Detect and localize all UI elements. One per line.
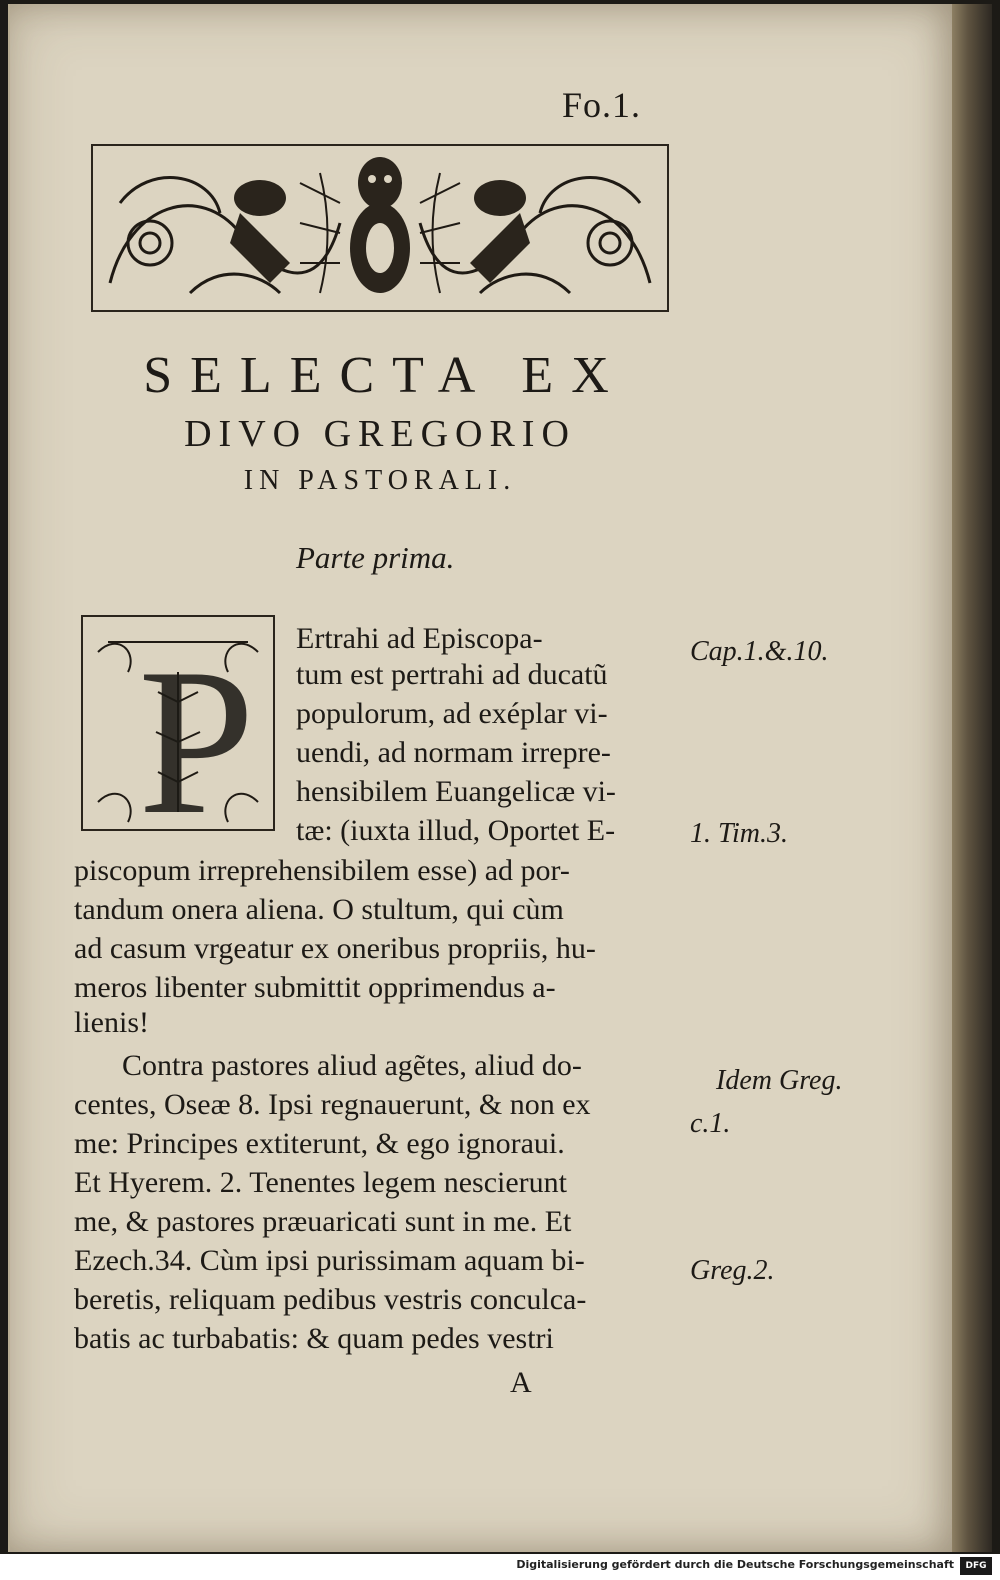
text-line: Ertrahi ad Episcopa- [296, 622, 543, 655]
decorated-initial [78, 612, 278, 834]
text-line: Contra pastores aliud agẽtes, aliud do- [122, 1049, 582, 1082]
marginal-note: Cap.1.&.10. [690, 636, 829, 667]
text-line: centes, Oseæ 8. Ipsi regnauerunt, & non ex [74, 1088, 591, 1121]
marginal-note: Greg.2. [690, 1255, 775, 1286]
text-line: populorum, ad exéplar vi- [296, 697, 608, 730]
dfg-logo: DFG [960, 1557, 992, 1575]
title-line-2: DIVO GREGORIO [184, 413, 576, 455]
marginal-note: 1. Tim.3. [690, 818, 789, 849]
title-line-3: IN PASTORALI. [243, 465, 517, 496]
section-subhead: Parte prima. [296, 540, 455, 575]
text-line: beretis, reliquam pedibus vestris conculca- [74, 1283, 587, 1316]
footer-credit: Digitalisierung gefördert durch die Deutsche Forschungsgemeinschaft [516, 1558, 954, 1571]
text-line: tæ: (iuxta illud, Oportet E- [296, 814, 616, 847]
text-line: lienis! [74, 1006, 149, 1039]
folio-number: Fo.1. [562, 85, 642, 125]
text-line: meros libenter submittit opprimendus a- [74, 971, 556, 1004]
marginal-note: c.1. [690, 1108, 731, 1139]
text-line: me: Principes extiterunt, & ego ignoraui. [74, 1127, 565, 1160]
marginal-note: Idem Greg. [716, 1065, 843, 1096]
page-edge [952, 4, 992, 1552]
text-line: me, & pastores præuaricati sunt in me. Et [74, 1205, 572, 1238]
text-line: hensibilem Euangelicæ vi- [296, 775, 616, 808]
text-line: tandum onera aliena. O stultum, qui cùm [74, 893, 564, 926]
signature-mark: A [510, 1366, 532, 1399]
text-line: ad casum vrgeatur ex oneribus propriis, hu- [74, 932, 596, 965]
text-line: uendi, ad normam irrepre- [296, 736, 611, 769]
text-line: Ezech.34. Cùm ipsi purissimam aquam bi- [74, 1244, 585, 1277]
ornamental-headpiece [90, 143, 670, 313]
text-line: batis ac turbabatis: & quam pedes vestri [74, 1322, 554, 1355]
footer-bar [0, 1554, 1000, 1580]
text-line: tum est pertrahi ad ducatũ [296, 658, 608, 691]
text-line: piscopum irreprehensibilem esse) ad por- [74, 854, 570, 887]
text-line: Et Hyerem. 2. Tenentes legem nescierunt [74, 1166, 568, 1199]
initial-letter: P [138, 626, 255, 834]
title-line-1: SELECTA EX [143, 347, 627, 404]
